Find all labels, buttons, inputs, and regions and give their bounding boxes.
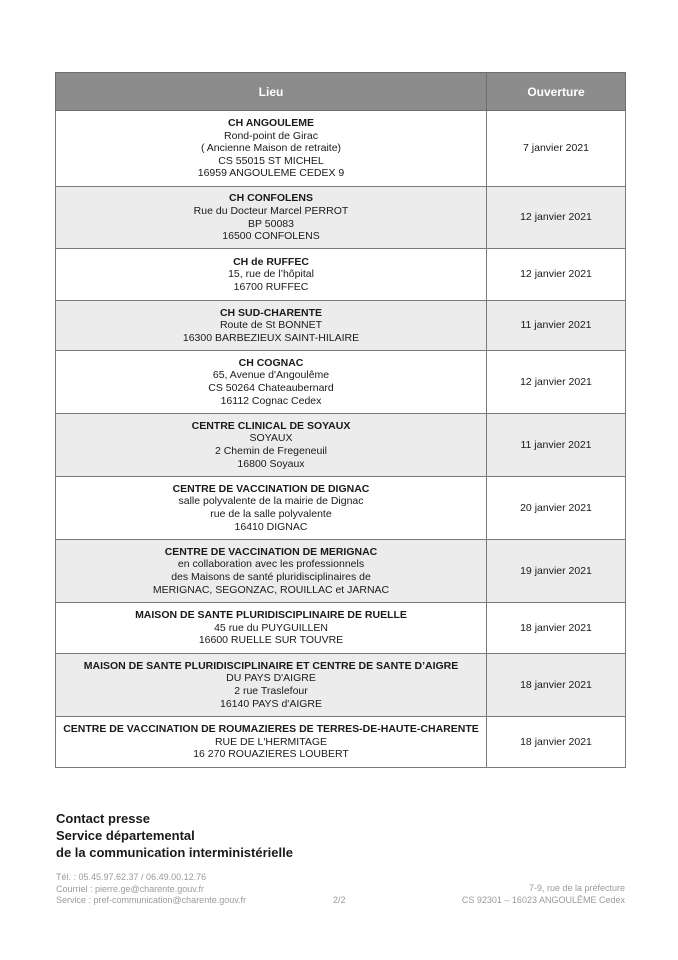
location-name: CH ANGOULEME — [228, 117, 314, 130]
contact-line: de la communication interministérielle — [56, 845, 293, 860]
location-cell — [56, 540, 487, 603]
opening-date: 11 janvier 2021 — [487, 414, 626, 477]
table-body — [56, 111, 626, 768]
address-line: 2 rue Traslefour — [234, 685, 308, 697]
location-cell — [56, 249, 487, 301]
footer-street: 7-9, rue de la préfecture — [528, 883, 625, 893]
contact-line: Service départemental — [56, 828, 195, 843]
location-cell — [56, 414, 487, 477]
table-row — [56, 414, 626, 477]
table-header-row — [56, 73, 626, 111]
contact-line: Contact presse — [56, 811, 150, 826]
location-cell — [56, 351, 487, 414]
footer-city: CS 92301 – 16023 ANGOULÊME Cedex — [461, 894, 625, 905]
location-name: CH COGNAC — [238, 356, 304, 369]
table-row — [56, 301, 626, 351]
address-line: 15, rue de l’hôpital — [228, 268, 314, 281]
location-name: CENTRE DE VACCINATION DE DIGNAC — [172, 482, 370, 495]
opening-date: 18 janvier 2021 — [487, 654, 626, 717]
header-lieu: Lieu — [56, 73, 487, 111]
location-cell — [56, 717, 487, 768]
opening-date: 20 janvier 2021 — [487, 477, 626, 540]
footer-phone: Tél. : 05.45.97.62.37 / 06.49.00.12.76 — [56, 872, 207, 882]
address-line: Route de St BONNET — [219, 319, 323, 332]
opening-date: 7 janvier 2021 — [487, 111, 626, 187]
address-line: SOYAUX — [249, 432, 293, 445]
location-cell — [56, 301, 487, 351]
location-name: MAISON DE SANTE PLURIDISCIPLINAIRE ET CENTRE DE SANTE D’AIGRE — [83, 659, 459, 672]
address-line: des Maisons de santé pluridisciplinaires de — [171, 571, 371, 583]
address-line: ( Ancienne Maison de retraite) — [200, 142, 342, 155]
table-row — [56, 187, 626, 249]
footer-email[interactable]: Courriel : pierre.ge@charente.gouv.fr — [56, 883, 205, 894]
address-line: 16140 PAYS d'AIGRE — [219, 697, 322, 710]
address-line: 16700 RUFFEC — [233, 280, 309, 293]
address-line: salle polyvalente de la mairie de Dignac — [178, 495, 364, 508]
address-line: 16500 CONFOLENS — [222, 230, 320, 243]
table-row — [56, 603, 626, 654]
address-line: 16959 ANGOULEME CEDEX 9 — [197, 167, 345, 180]
location-name: CH de RUFFEC — [233, 255, 309, 268]
location-name: CH SUD-CHARENTE — [219, 306, 323, 319]
location-cell — [56, 654, 487, 717]
location-name: CENTRE CLINICAL DE SOYAUX — [191, 419, 351, 432]
table-row — [56, 717, 626, 768]
table-row — [56, 351, 626, 414]
location-cell — [56, 477, 487, 540]
address-line: BP 50083 — [248, 217, 294, 230]
opening-date: 12 janvier 2021 — [487, 351, 626, 414]
address-line: 16600 RUELLE SUR TOUVRE — [198, 634, 344, 647]
opening-date: 19 janvier 2021 — [487, 540, 626, 603]
press-contact — [56, 810, 293, 861]
footer-address — [462, 883, 625, 906]
address-line: 16112 Cognac Cedex — [220, 394, 322, 407]
address-line: en collaboration avec les professionnels — [177, 558, 365, 571]
address-line: 65, Avenue d'Angoulême — [212, 369, 330, 382]
page-number: 2/2 — [333, 895, 346, 905]
table-row — [56, 540, 626, 603]
address-line: MERIGNAC, SEGONZAC, ROUILLAC et JARNAC — [152, 583, 390, 596]
opening-date: 12 janvier 2021 — [487, 187, 626, 249]
table-row — [56, 477, 626, 540]
location-cell — [56, 603, 487, 654]
address-line: rue de la salle polyvalente — [210, 508, 332, 520]
address-line: 16800 Soyaux — [237, 457, 305, 470]
address-line: CS 55015 ST MICHEL — [218, 154, 324, 167]
header-ouverture: Ouverture — [487, 73, 626, 111]
table-row — [56, 654, 626, 717]
location-name: MAISON DE SANTE PLURIDISCIPLINAIRE DE RUELLE — [135, 609, 407, 622]
location-name: CENTRE DE VACCINATION DE ROUMAZIERES DE TERRES-DE-HAUTE-CHARENTE — [63, 723, 479, 736]
address-line: CS 50264 Chateaubernard — [208, 382, 334, 394]
location-name: CENTRE DE VACCINATION DE MERIGNAC — [164, 545, 378, 558]
address-line: 2 Chemin de Fregeneuil — [214, 445, 328, 457]
opening-date: 11 janvier 2021 — [487, 301, 626, 351]
opening-date: 18 janvier 2021 — [487, 717, 626, 768]
address-line: 45 rue du PUYGUILLEN — [214, 621, 328, 634]
address-line: Rond-point de Girac — [224, 129, 318, 142]
opening-date: 18 janvier 2021 — [487, 603, 626, 654]
vaccination-centers-table — [55, 72, 626, 768]
address-line: 16410 DIGNAC — [234, 520, 308, 533]
address-line: DU PAYS D'AIGRE — [226, 672, 316, 685]
address-line: Rue du Docteur Marcel PERROT — [193, 204, 349, 217]
location-name: CH CONFOLENS — [229, 192, 313, 205]
location-cell — [56, 111, 487, 187]
footer-contact-details — [56, 872, 246, 907]
table-row — [56, 111, 626, 187]
address-line: 16300 BARBEZIEUX SAINT-HILAIRE — [182, 331, 360, 344]
location-cell — [56, 187, 487, 249]
opening-date: 12 janvier 2021 — [487, 249, 626, 301]
footer-service-email[interactable]: Service : pref-communication@charente.gouv.fr — [56, 895, 247, 905]
address-line: 16 270 ROUAZIERES LOUBERT — [193, 748, 349, 761]
table-row — [56, 249, 626, 301]
address-line: RUE DE L'HERMITAGE — [214, 735, 328, 748]
